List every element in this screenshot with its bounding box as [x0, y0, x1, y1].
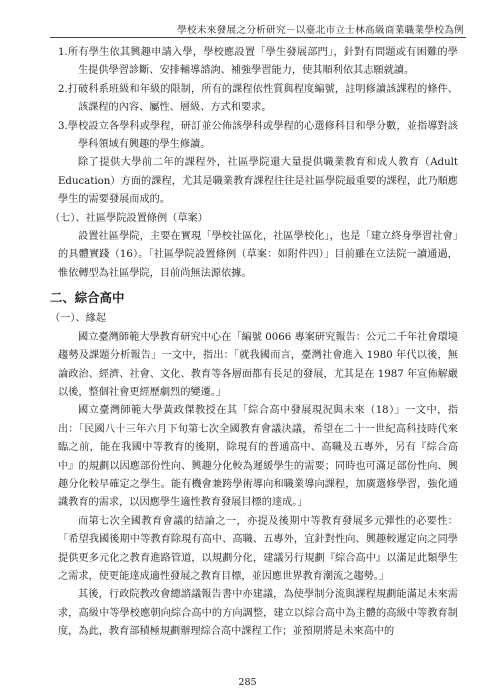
page-number: 285	[238, 677, 257, 688]
paragraph-huang-quote: 國立臺灣師範大學黃政傑教授在其「綜合高中發展現況與未來（18）」一文中，指出：「民國八十三年六月下旬第七次全國教育會議決議，希望在二十一世紀高科技時代來臨之前，能在我國中等教育的後期，除現有的普通高中、高職及五專外，另有『綜合高中』的規劃以因應部份性向、興趣分化較為遲緩學生的需要；同時也可滿足部份性向、興趣分化較早確定之學生。能有機會兼跨學術導向和職業導向課程，加廣選修學習，強化通識教育的需求，以因應學生適性教育發展目標的達成。」	[58, 405, 458, 509]
paragraph-reform-report: 其後，行政院教改會總諮議報告書中亦建議，為使學制分流與課程規劃能滿足未來需求，高級中等學校應朝向綜合高中的方向調整，建立以綜合高中為主體的高級中等教育制度，為此，教育部積極規劃辦理綜合高中課程工作；並預期將是未來高中的	[58, 589, 458, 638]
list-item-3: 3.學校設立各學科或學程，研訂並公佈該學科或學程的心選修科目和學分數，並指導對該學科領域有興趣的學生修讀。	[58, 120, 458, 151]
paragraph-national-conference: 而第七次全國教育會議的結論之一，亦提及後期中等教育發展多元彈性的必要性：「希望我國後期中等教育除現有高中、高職、五專外，宜針對性向、興趣較遲定向之同學提供更多元化之教育進路管道，以規劃分化，建議另行規劃『綜合高中』以滿足此類學生之需求，使更能達成適性發展之教育目標，並因應世界教育潮流之趨勢。」	[58, 515, 458, 582]
subsection-heading-7: （七）、社區學院設置條例（草案）	[50, 212, 208, 224]
header-rule	[50, 37, 466, 38]
subsection-heading-origin: （一）、緣起	[50, 313, 107, 325]
paragraph-adult-education: 除了提供大學前二年的課程外，社區學院還大量提供職業教育和成人教育（Adult Education）方面的課程，尤其是職業教育課程往往是社區學院最重要的課程，此乃順應學生的需要發展而成的。	[58, 157, 458, 206]
paragraph-ntnu-report: 國立臺灣師範大學教育研究中心在「編號 0066 專案研究報告：公元二千年社會環境趨勢及課題分析報告」一文中，指出：「就我國而言，臺灣社會進入 1980 年代以後，無論政治、經濟、社會、文化、教育等各層面都有長足的發展，尤其是在 1987 年宣佈解嚴以後，整個社會更經歷劇烈的變遷。」	[58, 331, 458, 398]
list-item-1: 1.所有學生依其興趣申請入學，學校應設置「學生發展部門」，針對有問題或有困難的學生提供學習診斷、安排輔導諮詢、補強學習能力，使其順利依其志願就讀。	[58, 47, 458, 77]
page-body	[50, 44, 458, 642]
section-heading-comprehensive-high-school: 二、綜合高中	[50, 290, 125, 306]
paragraph-community-college-act: 設置社區學院，主要在實現「學校社區化，社區學校化」，也是「建立終身學習社會」的具體實踐（16）。「社區學院設置條例（草案：如附件四）」目前雖在立法院一讀通過，惟依轉型為社區學院，目前尚無法源依據。	[58, 231, 458, 279]
list-item-2: 2.打破科系班級和年級的限制，所有的課程依性質與程度編號，註明修讀該課程的條件、該課程的內容、屬性、層級、方式和要求。	[58, 83, 458, 114]
running-header: 學校未來發展之分析研究－以臺北市立士林高級商業職業學校為例	[177, 25, 464, 36]
